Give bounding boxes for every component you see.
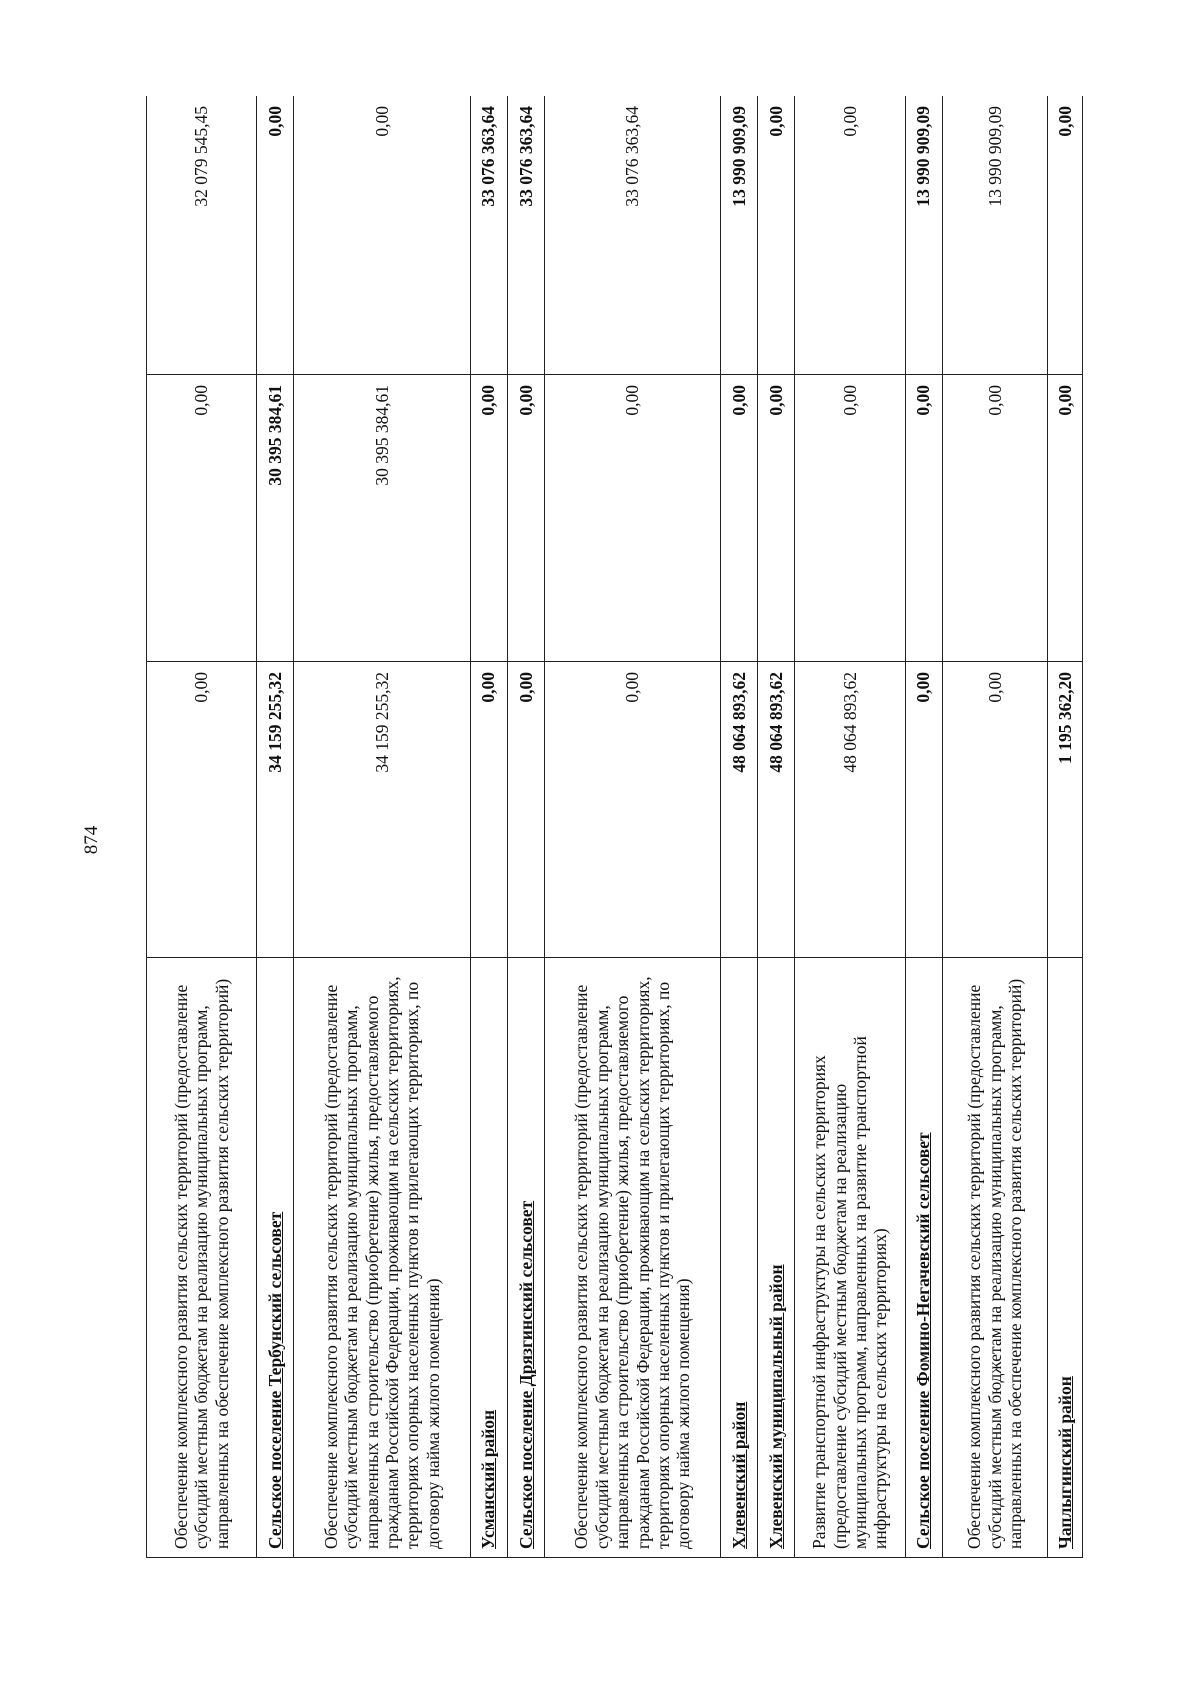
- value-cell-3: 0,00: [1047, 96, 1082, 375]
- value-cell-3: 0,00: [758, 96, 795, 375]
- value-cell-3: 33 076 363,64: [544, 96, 720, 375]
- value-cell-2: 0,00: [1047, 375, 1082, 662]
- value-cell-2: 0,00: [758, 375, 795, 662]
- row-name-cell: Обеспечение комплексного развития сельских территорий (предоставление субсидий местным бюджетам на реализацию муниципальных программ, направленных на обеспечение комплексного развития сельских территорий): [942, 958, 1047, 1558]
- value-cell-3: 0,00: [795, 96, 905, 375]
- row-name-cell: Развитие транспортной инфраструктуры на сельских территориях (предоставление субсидий местным бюджетам на реализацию муниципальных программ, направленных на развитие транспортной инфраструктуры на сельских территориях): [795, 958, 905, 1558]
- row-name-cell: Чаплыгинский район: [1047, 958, 1082, 1558]
- value-cell-3: 13 990 909,09: [721, 96, 758, 375]
- value-cell-1: 0,00: [507, 662, 544, 958]
- budget-allocation-table: [146, 96, 1083, 1558]
- value-cell-1: 0,00: [544, 662, 720, 958]
- row-name-cell: Сельское поселение Тербунский сельсовет: [257, 958, 294, 1558]
- value-cell-1: 48 064 893,62: [795, 662, 905, 958]
- value-cell-3: 0,00: [294, 96, 470, 375]
- value-cell-1: 48 064 893,62: [758, 662, 795, 958]
- value-cell-1: 34 159 255,32: [294, 662, 470, 958]
- value-cell-1: 0,00: [905, 662, 942, 958]
- rotated-table-wrapper: [146, 96, 1083, 1558]
- row-name-cell: Сельское поселение Дрязгинский сельсовет: [507, 958, 544, 1558]
- table-row-section: [470, 96, 507, 1558]
- row-name-cell: Обеспечение комплексного развития сельских территорий (предоставление субсидий местным бюджетам на реализацию муниципальных программ, направленных на строительство (приобретение) жилья, предоставляемого гражданам Российской Федерации, проживающим на сельских территориях, территориях опорных населенных пунктов и прилегающих территориях, по договору найма жилого помещения): [294, 958, 470, 1558]
- value-cell-2: 0,00: [905, 375, 942, 662]
- value-cell-3: 33 076 363,64: [507, 96, 544, 375]
- row-name-cell: Обеспечение комплексного развития сельских территорий (предоставление субсидий местным бюджетам на реализацию муниципальных программ, направленных на строительство (приобретение) жилья, предоставляемого гражданам Российской Федерации, проживающим на сельских территориях, территориях опорных населенных пунктов и прилегающих территориях, по договору найма жилого помещения): [544, 958, 720, 1558]
- row-name-cell: Обеспечение комплексного развития сельских территорий (предоставление субсидий местным бюджетам на реализацию муниципальных программ, направленных на обеспечение комплексного развития сельских территорий): [147, 958, 257, 1558]
- table-row-section: [1047, 96, 1082, 1558]
- value-cell-1: 34 159 255,32: [257, 662, 294, 958]
- value-cell-1: 1 195 362,20: [1047, 662, 1082, 958]
- row-name-cell: Сельское поселение Фомино-Негачевский сельсовет: [905, 958, 942, 1558]
- value-cell-2: 0,00: [795, 375, 905, 662]
- table-row: [147, 96, 257, 1558]
- table-row: [795, 96, 905, 1558]
- table-row-section: [721, 96, 758, 1558]
- value-cell-2: 30 395 384,61: [294, 375, 470, 662]
- value-cell-3: 13 990 909,09: [905, 96, 942, 375]
- value-cell-2: 0,00: [942, 375, 1047, 662]
- table-row-section: [905, 96, 942, 1558]
- value-cell-2: 0,00: [507, 375, 544, 662]
- value-cell-2: 0,00: [147, 375, 257, 662]
- value-cell-3: 0,00: [257, 96, 294, 375]
- table-row: [942, 96, 1047, 1558]
- table-row: [294, 96, 470, 1558]
- value-cell-1: 48 064 893,62: [721, 662, 758, 958]
- row-name-cell: Усманский район: [470, 958, 507, 1558]
- page-number: 874: [81, 825, 102, 855]
- value-cell-1: 0,00: [942, 662, 1047, 958]
- value-cell-1: 0,00: [470, 662, 507, 958]
- table-row: [544, 96, 720, 1558]
- value-cell-3: 13 990 909,09: [942, 96, 1047, 375]
- table-row-section: [758, 96, 795, 1558]
- table-row-section: [257, 96, 294, 1558]
- row-name-cell: Хлевенский муниципальный район: [758, 958, 795, 1558]
- table-row-section: [507, 96, 544, 1558]
- value-cell-3: 33 076 363,64: [470, 96, 507, 375]
- value-cell-1: 0,00: [147, 662, 257, 958]
- row-name-cell: Хлевенский район: [721, 958, 758, 1558]
- budget-table-frame: [146, 96, 1083, 1558]
- table-body: [147, 96, 1083, 1558]
- value-cell-2: 0,00: [544, 375, 720, 662]
- value-cell-2: 0,00: [721, 375, 758, 662]
- value-cell-3: 32 079 545,45: [147, 96, 257, 375]
- value-cell-2: 0,00: [470, 375, 507, 662]
- value-cell-2: 30 395 384,61: [257, 375, 294, 662]
